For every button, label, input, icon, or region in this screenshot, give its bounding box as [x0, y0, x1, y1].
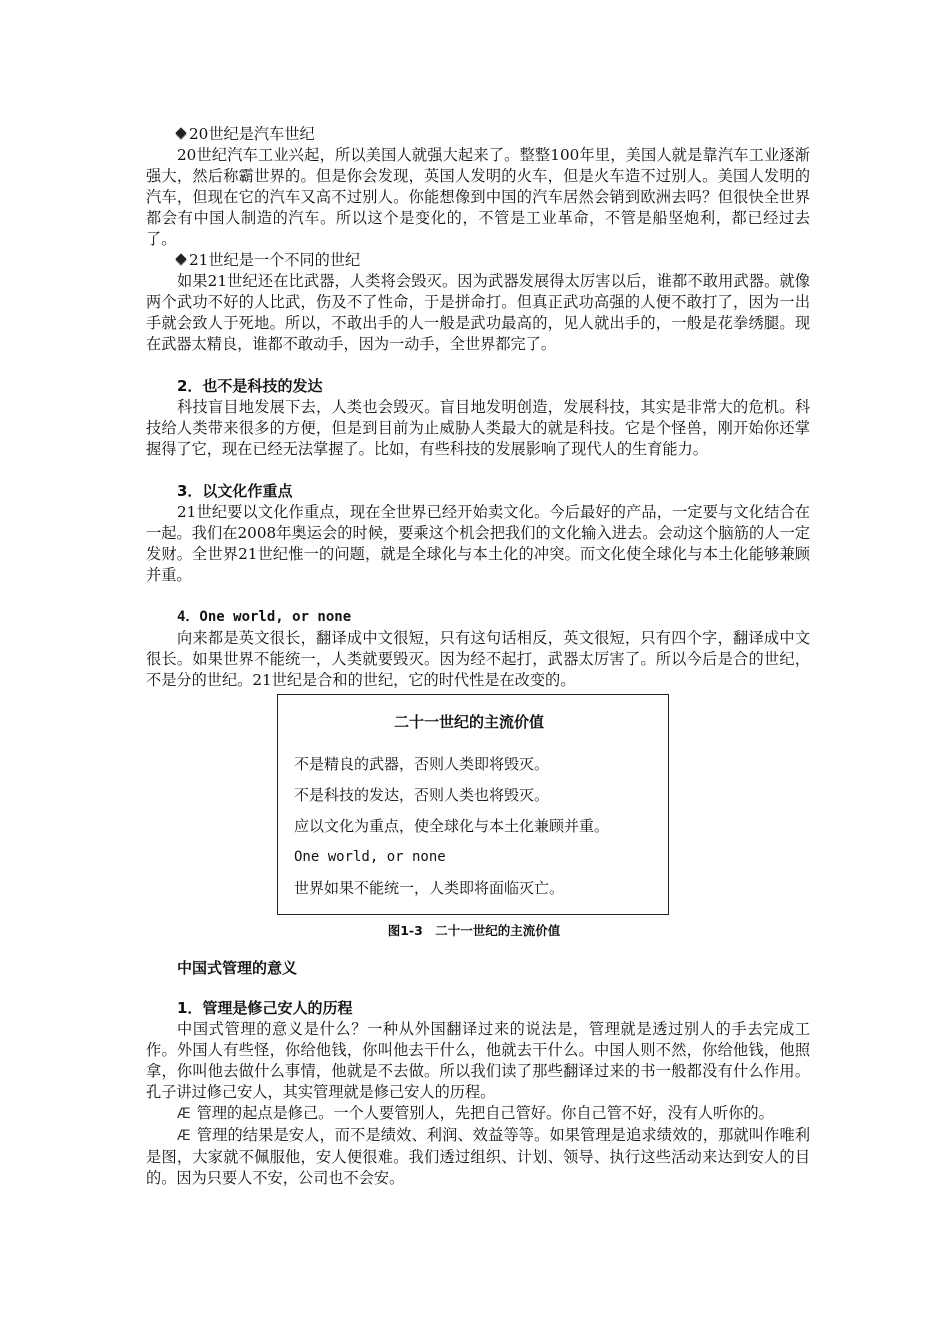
figure-line: One world, or none: [294, 849, 446, 865]
paragraph-point-3: 21世纪要以文化作重点，现在全世界已经开始卖文化。今后最好的产品，一定要与文化结合在一起。我们在2008年奥运会的时候，要乘这个机会把我们的文化输入进去。会动这个脑筋的人一定发财。全世界21世纪惟一的问题，就是全球化与本土化的冲突。而文化使全球化与本土化能够兼顾并重。: [146, 503, 810, 584]
diamond-bullet-icon: [175, 127, 186, 138]
paragraph-point-4: 向来都是英文很长，翻译成中文很短，只有这句话相反，英文很短，只有四个字，翻译成中文很长。如果世界不能统一，人类就要毁灭。因为经不起打，武器太厉害了。所以今后是合的世纪，不是分的世纪。21世纪是合和的世纪，它的时代性是在改变的。: [146, 629, 810, 689]
heading-point-3: 3．以文化作重点: [177, 482, 293, 500]
ae-text: 管理的结果是安人，而不是绩效、利润、效益等等。如果管理是追求绩效的，那就叫作唯利是图，大家就不佩服他，安人便很难。我们透过组织、计划、领导、执行这些活动来达到安人的目的。因为只要人不安，公司也不会安。: [146, 1126, 810, 1187]
figure-line: 不是精良的武器，否则人类即将毁灭。: [294, 755, 550, 773]
figure-caption: 图1-3 二十一世纪的主流价值: [387, 923, 561, 938]
bullet-21st-century: [146, 250, 810, 271]
heading-point-2: 2．也不是科技的发达: [177, 377, 323, 395]
ae-marker: Æ: [177, 1106, 191, 1122]
bullet-text: 20世纪是汽车世纪: [189, 125, 315, 143]
figure-line: 不是科技的发达，否则人类也将毁灭。: [294, 786, 550, 804]
figure-line: 世界如果不能统一，人类即将面临灭亡。: [294, 879, 565, 897]
paragraph-mgmt: 中国式管理的意义是什么？一种从外国翻译过来的说法是，管理就是透过别人的手去完成工作。外国人有些怪，你给他钱，你叫他去干什么，他就去干什么。中国人则不然，你给他钱，他照拿，你叫他去做什么事情，他就是不去做。所以我们读了那些翻译过来的书一般都没有什么作用。孔子讲过修己安人，其实管理就是修己安人的历程。: [146, 1020, 810, 1101]
heading-point-4: 4．One world, or none: [177, 609, 352, 625]
figure-line: 应以文化为重点，使全球化与本土化兼顾并重。: [294, 817, 610, 835]
paragraph-point-2: 科技盲目地发展下去，人类也会毁灭。盲目地发明创造，发展科技，其实是非常大的危机。科技给人类带来很多的方便，但是到目前为止威胁人类最大的就是科技。它是个怪兽，刚开始你还掌握得了它，现在已经无法掌握了。比如，有些科技的发展影响了现代人的生育能力。: [146, 398, 810, 458]
diamond-bullet-icon: [175, 253, 186, 264]
figure-box: [277, 694, 669, 915]
bullet-text: 21世纪是一个不同的世纪: [189, 251, 361, 269]
ae-item-1: [146, 1103, 810, 1125]
paragraph-21st-century: 如果21世纪还在比武器，人类将会毁灭。因为武器发展得太厉害以后，谁都不敢用武器。就像两个武功不好的人比武，伤及不了性命，于是拼命打。但真正武功高强的人便不敢打了，因为一出手就会致人于死地。所以，不敢出手的人一般是武功最高的，见人就出手的，一般是花拳绣腿。现在武器太精良，谁都不敢动手，因为一动手，全世界都完了。: [146, 272, 810, 353]
heading-mgmt-point-1: 1．管理是修己安人的历程: [177, 999, 353, 1017]
paragraph-20th-century: 20世纪汽车工业兴起，所以美国人就强大起来了。整整100年里，美国人就是靠汽车工业逐渐强大，然后称霸世界的。但是你会发现，英国人发明的火车，但是火车造不过别人。美国人发明的汽车，但现在它的汽车又高不过别人。你能想像到中国的汽车居然会销到欧洲去吗？但很快全世界都会有中国人制造的汽车。所以这个是变化的，不管是工业革命，不管是船坚炮利，都已经过去了。: [146, 146, 810, 248]
ae-text: 管理的起点是修己。一个人要管别人，先把自己管好。你自己管不好，没有人听你的。: [196, 1104, 774, 1122]
page-content: [146, 124, 810, 1189]
ae-item-2: [146, 1125, 810, 1189]
ae-marker: Æ: [177, 1128, 191, 1144]
section-heading: 中国式管理的意义: [177, 959, 298, 977]
figure-title: 二十一世纪的主流价值: [393, 713, 544, 731]
bullet-20th-century: [146, 124, 810, 145]
